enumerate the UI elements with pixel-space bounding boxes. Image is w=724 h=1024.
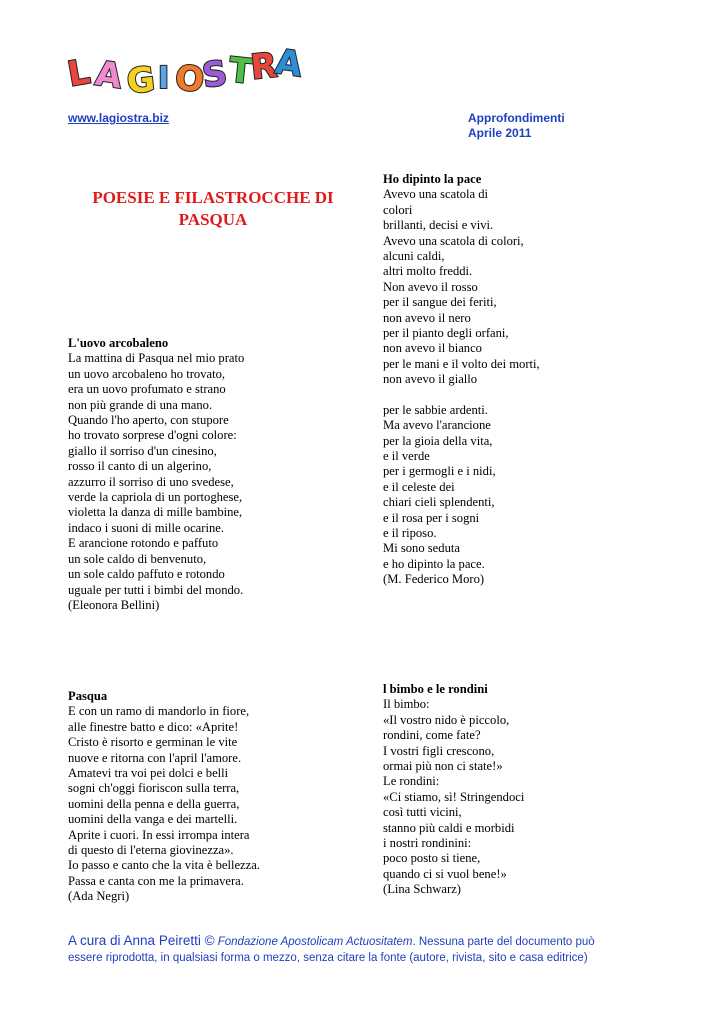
poem-line: un sole caldo di benvenuto, [68,551,207,566]
poem-bimbo-e-rondini [383,682,524,898]
poem-line: (Ada Negri) [68,889,130,904]
poem-line: e il rosa per i sogni [383,510,480,525]
poem-line: «Il vostro nido è piccolo, [383,712,510,727]
poem-line: poco posto si tiene, [383,851,481,866]
svg-text:I: I [158,61,170,96]
svg-text:T: T [227,50,255,93]
poem-line: brillanti, decisi e vivi. [383,218,494,233]
title-line-1: POESIE E FILASTROCCHE DI [92,188,334,207]
stanza-gap [383,388,540,403]
poem-line: per i germogli e i nidi, [383,464,496,479]
poem-line: (M. Federico Moro) [383,572,485,587]
poem-line: nuove e ritorna con l'april l'amore. [68,750,242,765]
poem-line: giallo il sorriso d'un cinesino, [68,443,217,458]
poem-line: altri molto freddi. [383,264,473,279]
poem-line: di questo di l'eterna giovinezza». [68,843,234,858]
poem-line: stanno più caldi e morbidi [383,820,515,835]
poem-line: uguale per tutti i bimbi del mondo. [68,582,244,597]
poem-line: Passa e canta con me la primavera. [68,873,244,888]
poem-line: (Eleonora Bellini) [68,597,160,612]
poem-line: «Ci stiamo, sì! Stringendoci [383,789,525,804]
issue-date: Aprile 2011 [468,126,532,140]
poem-line: era un uovo profumato e strano [68,382,226,397]
poem-line: Avevo una scatola di [383,187,489,202]
poem-pasqua [68,689,260,905]
poem-line: per il sangue dei feriti, [383,295,497,310]
poem-line: uomini della penna e della guerra, [68,796,240,811]
poem-line: verde la capriola di un portoghese, [68,490,243,505]
poem-line: Le rondini: [383,774,440,789]
svg-text:R: R [248,45,280,88]
poem-line: rondini, come fate? [383,728,481,743]
poem-line: quando ci si vuol bene!» [383,866,507,881]
footer-notice-1: . Nessuna parte del documento può [412,936,595,948]
poem-line: La mattina di Pasqua nel mio prato [68,351,245,366]
poem-line: ho trovato sorprese d'ogni colore: [68,428,237,443]
poem-line: e ho dipinto la pace. [383,556,485,571]
poem-line: per le mani e il volto dei morti, [383,356,540,371]
poem-line: Cristo è risorto e germinan le vite [68,735,238,750]
poem-line: sogni ch'oggi fioriscon sulla terra, [68,781,240,796]
footer-organization: Fondazione Apostolicam Actuositatem [217,936,413,948]
poem-line: Ma avevo l'arancione [383,418,491,433]
footer-credits [68,933,668,966]
poem-title: Ho dipinto la pace [383,172,482,186]
poem-line: e il riposo. [383,525,437,540]
footer-notice-2: essere riprodotta, in qualsiasi forma o mezzo, senza citare la fonte (autore, rivista, sito e casa editrice) [68,952,588,964]
poem-line: Quando l'ho aperto, con stupore [68,413,229,428]
poem-line: alle finestre batto e dico: «Aprite! [68,719,239,734]
poem-uovo-arcobaleno [68,336,244,613]
poem-body [68,704,260,904]
section-label: Approfondimenti [468,111,565,125]
la-giostra-logo [64,40,305,106]
poem-line: per il pianto degli orfani, [383,326,509,341]
poem-ho-dipinto-la-pace [383,172,540,588]
poem-line: non avevo il giallo [383,372,478,387]
poem-body [383,697,524,897]
poem-line: non più grande di una mano. [68,397,213,412]
poem-line: e il celeste dei [383,479,455,494]
footer-author: A cura di Anna Peiretti © [68,933,215,948]
poem-line: Avevo una scatola di colori, [383,233,524,248]
poem-line: E arancione rotondo e paffuto [68,536,219,551]
page-title [68,187,358,231]
svg-text:G: G [124,59,157,103]
poem-line: (Lina Schwarz) [383,882,461,897]
poem-line: indaco i suoni di mille ocarine. [68,520,224,535]
site-link[interactable]: www.lagiostra.biz [68,111,169,125]
svg-text:O: O [173,57,207,101]
poem-line: un sole caldo paffuto e rotondo [68,567,225,582]
poem-line: un uovo arcobaleno ho trovato, [68,366,226,381]
poem-line: rosso il canto di un algerino, [68,459,212,474]
poem-body-stanza-2 [383,403,540,588]
poem-line: Amatevi tra voi pei dolci e belli [68,766,229,781]
poem-line: per la gioia della vita, [383,433,493,448]
poem-title: l bimbo e le rondini [383,682,488,696]
svg-text:A: A [92,53,125,97]
poem-line: i nostri rondinini: [383,836,472,851]
poem-line: per le sabbie ardenti. [383,402,488,417]
poem-line: Aprite i cuori. In essi irrompa intera [68,827,250,842]
poem-body [68,351,244,613]
poem-line: non avevo il bianco [383,341,482,356]
poem-line: E con un ramo di mandorlo in fiore, [68,704,250,719]
poem-line: azzurro il sorriso di uno svedese, [68,474,234,489]
poem-line: e il verde [383,448,430,463]
poem-line: Io passo e canto che la vita è bellezza. [68,858,260,873]
poem-line: alcuni caldi, [383,249,445,264]
poem-body-stanza-1 [383,187,540,387]
svg-text:A: A [272,41,305,86]
title-line-2: PASQUA [178,210,248,229]
svg-text:S: S [199,53,230,97]
poem-line: violetta la danza di mille bambine, [68,505,243,520]
poem-title: L'uovo arcobaleno [68,336,169,350]
poem-line: Non avevo il rosso [383,279,478,294]
poem-line: colori [383,202,413,217]
svg-text:L: L [64,51,94,95]
header-right [468,111,565,141]
poem-line: I vostri figli crescono, [383,743,495,758]
poem-line: Il bimbo: [383,697,430,712]
poem-line: ormai più non ci state!» [383,759,503,774]
poem-line: uomini della vanga e dei martelli. [68,812,238,827]
poem-line: chiari cieli splendenti, [383,495,495,510]
poem-line: Mi sono seduta [383,541,460,556]
poem-line: così tutti vicini, [383,805,462,820]
poem-line: non avevo il nero [383,310,471,325]
poem-title: Pasqua [68,689,108,703]
